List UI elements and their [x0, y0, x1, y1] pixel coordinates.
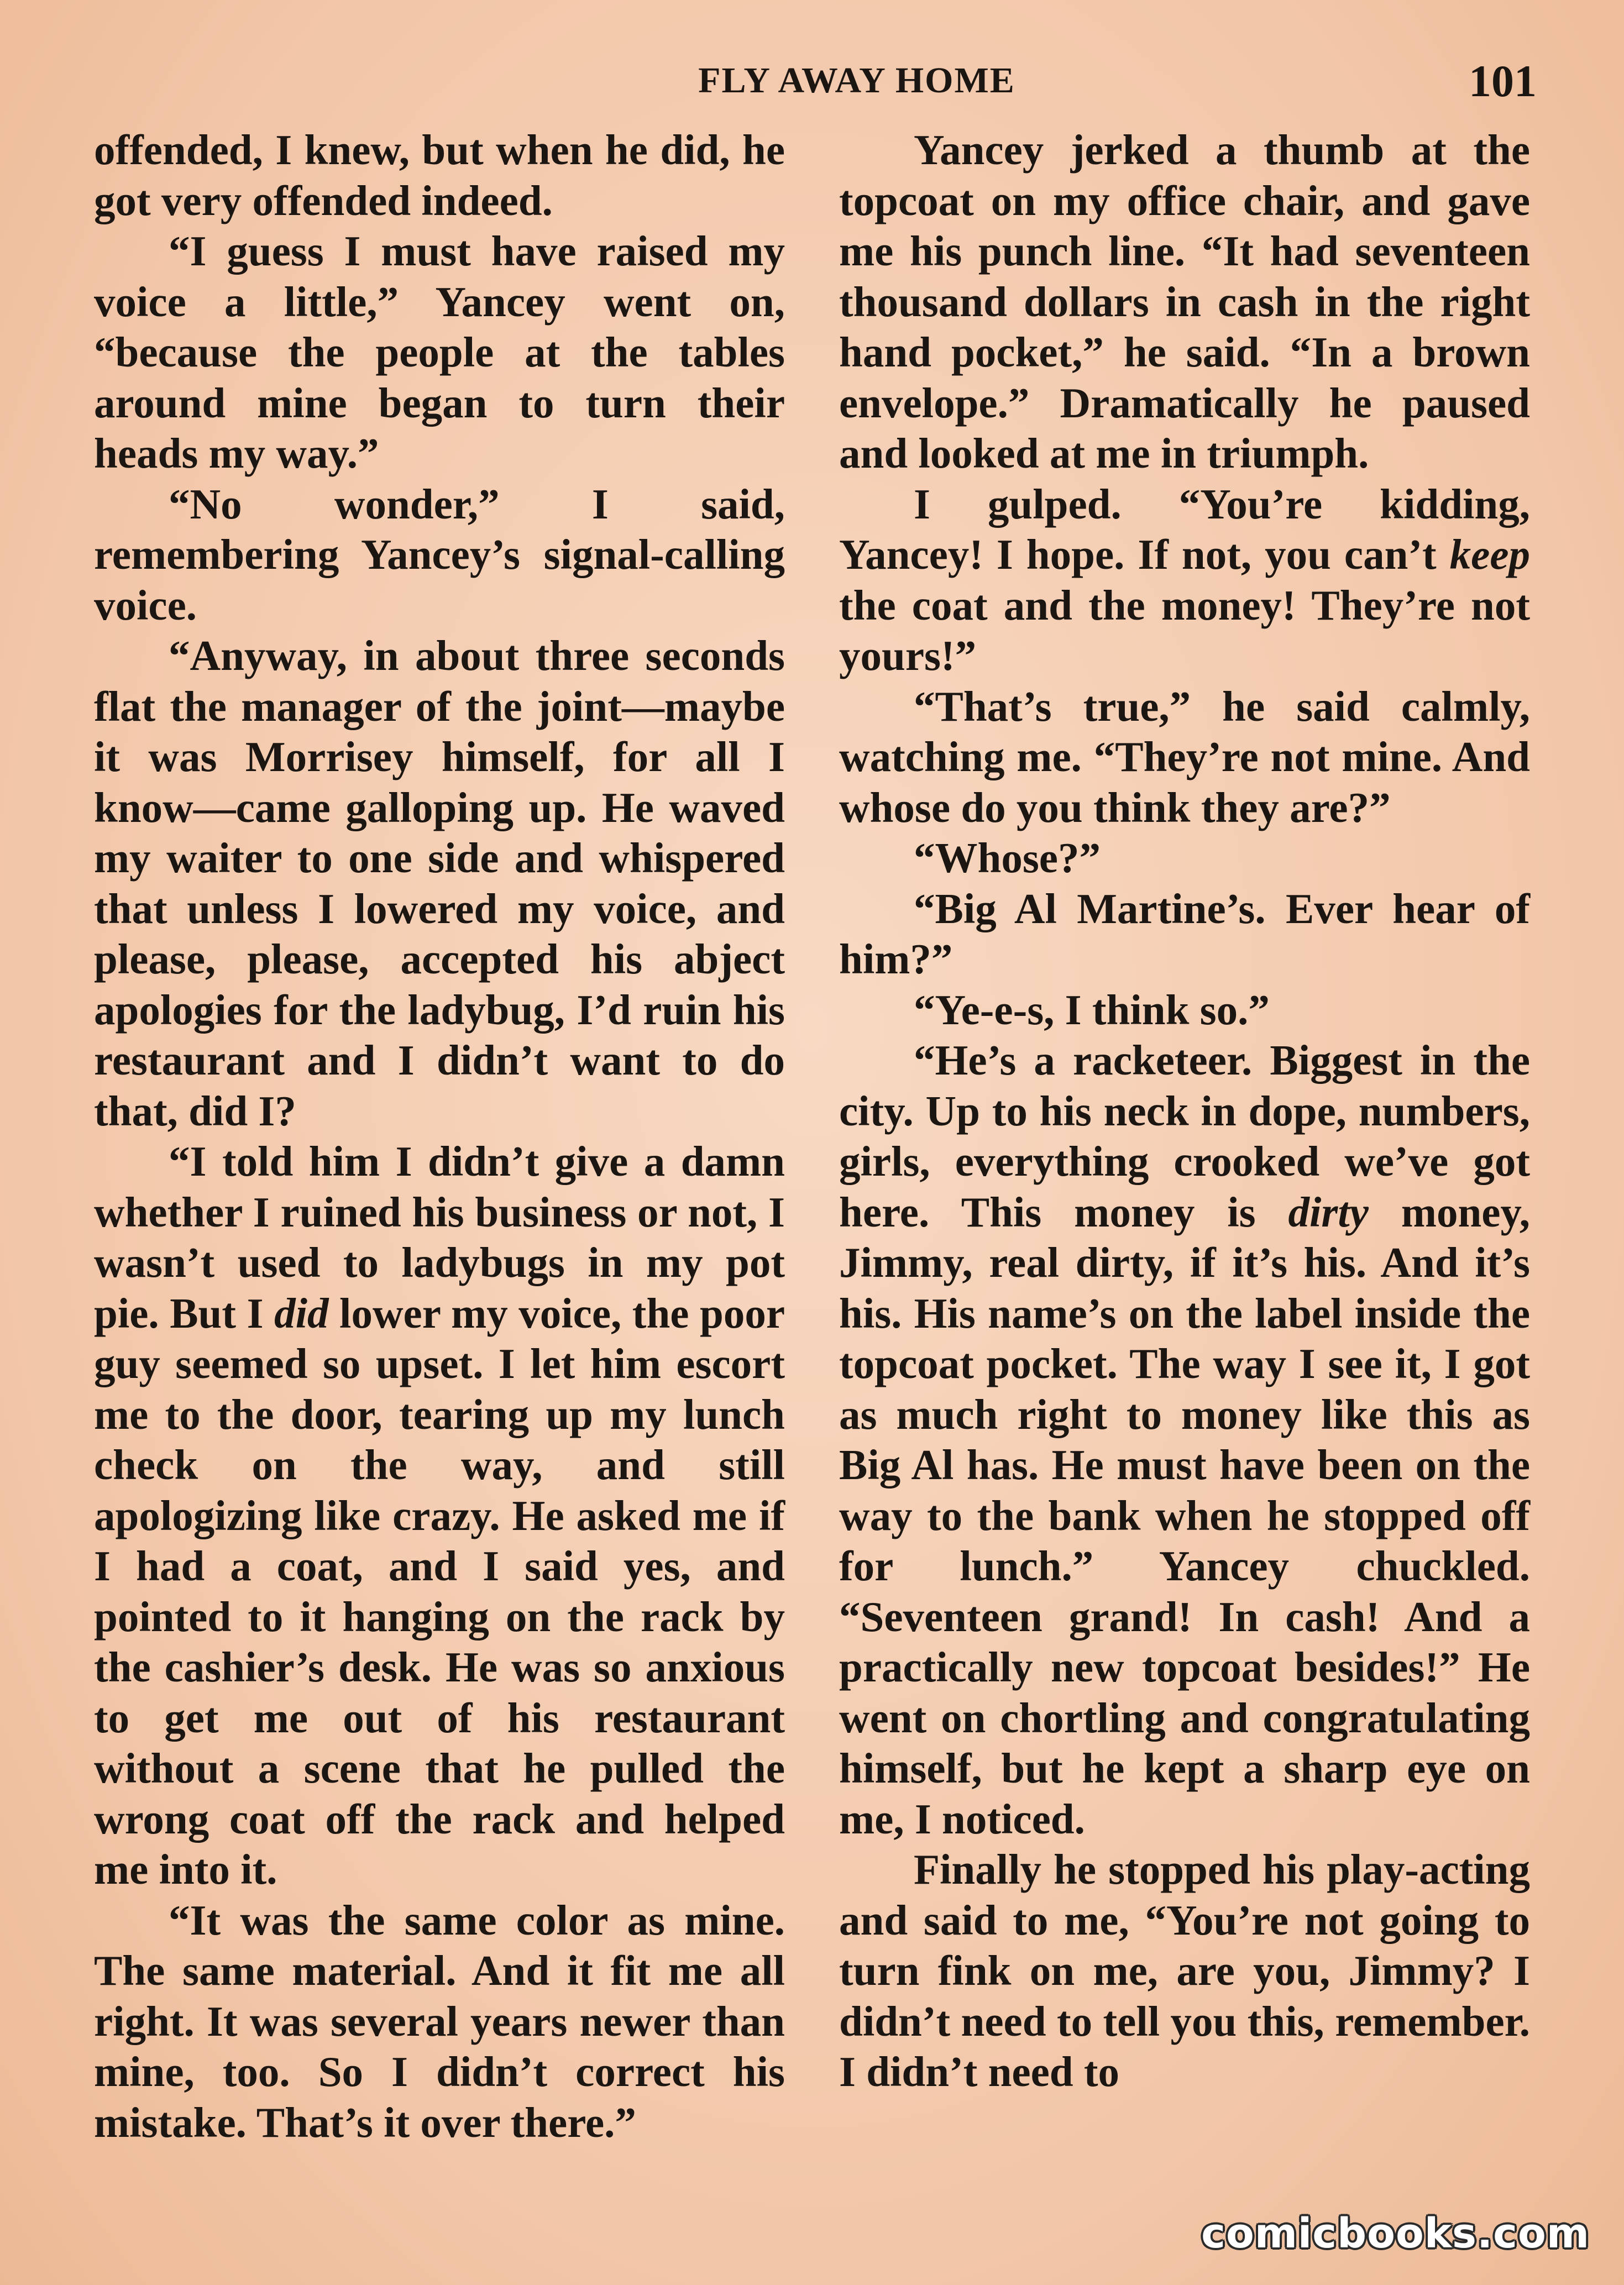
paragraph: “I guess I must have raised my voice a little,” Yancey went on, “because the people at the tables around mine began to turn their heads my way.”: [94, 227, 785, 477]
paragraph: “Big Al Martine’s. Ever hear of him?”: [839, 884, 1530, 983]
paragraph: Yancey jerked a thumb at the topcoat on my office chair, and gave me his punch line. “It had seventeen thousand dollars in cash in the right hand pocket,” he said. “In a brown envelope.” Dramatically he paused and looked at me in triumph.: [839, 126, 1530, 477]
paragraph-text: “I told him I didn’t give a damn whether I ruined his business or not, I wasn’t used to ladybugs in my pot pie. But I: [94, 1138, 785, 1337]
paragraph: “That’s true,” he said calmly, watching me. “They’re not mine. And whose do you think they are?”: [839, 682, 1530, 831]
watermark: comicbooks.com: [1201, 2210, 1590, 2257]
running-header: [94, 56, 1537, 109]
paragraph: [94, 1136, 785, 1895]
left-column: [94, 125, 785, 2192]
paragraph-text: “He’s a racketeer. Biggest in the city. Up to his neck in dope, numbers, girls, everything crooked we’ve got here. This money is: [839, 1036, 1530, 1236]
paragraph-text: lower my voice, the poor guy seemed so upset. I let him escort me to the door, tearing up my lunch check on the way, and still apologizing like crazy. He asked me if I had a coat, and I said yes, and pointed to it hanging on the rack by the cashier’s desk. He was so anxious to get me out of his restaurant without a scene that he pulled the wrong coat off the rack and helped me into it.: [94, 1289, 785, 1893]
paragraph: [839, 1035, 1530, 1844]
paragraph-text: money, Jimmy, real dirty, if it’s his. And it’s his. His name’s on the label inside the topcoat pocket. The way I see it, I got as much right to money like this as Big Al has. He must have been on the way to the bank when he stopped off for lunch.” Yancey chuckled. “Seventeen grand! In cash! And a practically new topcoat besides!” He went on chortling and congratulating himself, but he kept a sharp eye on me, I noticed.: [839, 1188, 1530, 1843]
paragraph: “Ye-e-s, I think so.”: [914, 986, 1270, 1034]
paragraph: “Whose?”: [914, 834, 1101, 882]
right-column: [839, 125, 1530, 2192]
running-title: FLY AWAY HOME: [698, 60, 1015, 101]
paragraph: offended, I knew, but when he did, he got very offended indeed.: [94, 126, 785, 224]
paragraph: “It was the same color as mine. The same material. And it fit me all right. It was several years newer than mine, too. So I didn’t correct his mistake. That’s it over there.”: [94, 1896, 785, 2146]
paragraph: [839, 479, 1530, 682]
paragraph: “No wonder,” I said, remembering Yancey’s signal-calling voice.: [94, 480, 785, 629]
emphasis-text: did: [274, 1289, 329, 1337]
page-number: 101: [1469, 56, 1537, 106]
paragraph: Finally he stopped his play-acting and said to me, “You’re not going to turn fink on me, are you, Jimmy? I didn’t need to tell you this, remember. I didn’t need to: [839, 1846, 1530, 2095]
emphasis-text: keep: [1449, 531, 1530, 578]
paragraph: “Anyway, in about three seconds flat the manager of the joint—maybe it was Morrisey himself, for all I know—came galloping up. He waved my waiter to one side and whispered that unless I lowered my voice, and please, please, accepted his abject apologies for the ladybug, I’d ruin his restaurant and I didn’t want to do that, did I?: [94, 632, 785, 1135]
paragraph-text: the coat and the money! They’re not yours!”: [839, 581, 1530, 679]
paragraph-text: I gulped. “You’re kidding, Yancey! I hope. If not, you can’t: [839, 480, 1530, 578]
emphasis-text: dirty: [1288, 1188, 1369, 1236]
